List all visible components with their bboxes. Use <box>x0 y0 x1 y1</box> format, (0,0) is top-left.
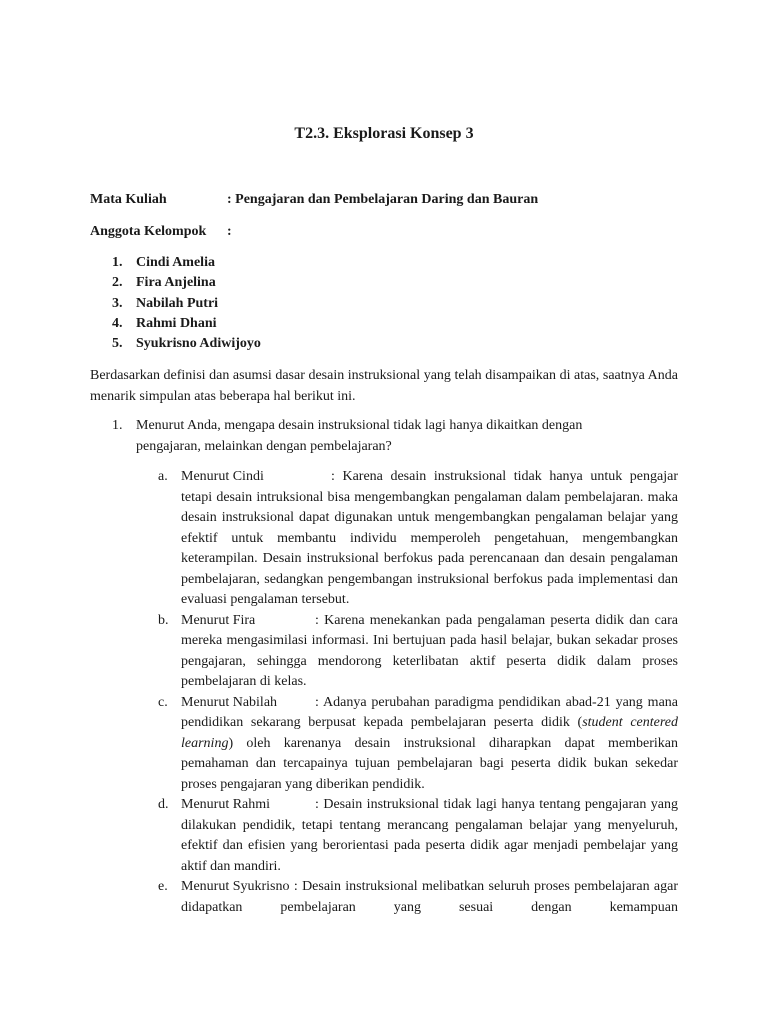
members-label: Anggota Kelompok <box>90 224 207 239</box>
answer-author: Menurut Nabilah <box>181 694 278 710</box>
answer-text: : Karena menekankan pada pengalaman peserta didik dan cara mereka mengasimilasi informasi. Ini bertujuan pada hasil belajar, bukan sekadar proses pengajaran, sehingga mendorong keterlibatan aktif peserta didik dalam proses pembelajaran di kelas. <box>181 612 678 689</box>
document-page <box>90 0 678 1024</box>
list-number: 3. <box>112 295 123 311</box>
question-1 <box>90 416 678 457</box>
member-name: Rahmi Dhani <box>136 315 217 331</box>
list-item <box>90 334 261 354</box>
member-name: Syukrisno Adiwijoyo <box>136 336 261 352</box>
answer-text: : Desain instruksional tidak lagi hanya tentang pengajaran yang dilakukan pendidik, tetapi tentang merancang pengalaman belajar yang menyeluruh, efektif dan efisien yang berorientasi pada peserta didik agar menjadi pembelajar yang aktif dan mandiri. <box>181 797 678 874</box>
answer-text: : Desain instruksional melibatkan seluruh proses pembelajaran agar didapatkan pembelajaran yang sesuai dengan kemampuan <box>181 879 678 915</box>
list-number: 5. <box>112 336 123 352</box>
answer-item-cindi <box>90 467 678 611</box>
members-row <box>90 222 232 243</box>
member-name: Cindi Amelia <box>136 255 215 270</box>
intro-paragraph: Berdasarkan definisi dan asumsi dasar desain instruksional yang telah disampaikan di atas, saatnya Anda menarik simpulan atas beberapa hal berikut ini. <box>90 368 678 404</box>
list-number: 4. <box>112 315 123 331</box>
answer-item-nabilah <box>90 693 678 796</box>
list-item <box>90 253 261 273</box>
answer-text: : Karena desain instruksional tidak hanya untuk pengajar tetapi desain intruksional bisa mengembangkan pengalaman dalam pembelajaran. maka desain instruksional dapat digunakan untuk mengembangkan pengalaman belajar yang efektif untuk membantu individu memperoleh pengetahuan, mengembangkan keterampilan. Desain instruksional berfokus pada perencanaan dan desain pengalaman pembelajaran, sedangkan pengembangan instruksional berfokus pada implementasi dan evaluasi pengalaman tersebut. <box>181 469 678 607</box>
member-name: Fira Anjelina <box>136 275 216 291</box>
list-item <box>90 294 261 314</box>
question-text: Menurut Anda, mengapa desain instruksional tidak lagi hanya dikaitkan dengan pengajaran, melainkan dengan pembelajaran? <box>136 418 583 454</box>
answer-item-rahmi <box>90 795 678 877</box>
answer-text-before: : Adanya perubahan paradigma pendidikan abad-21 yang mana pendidikan sekarang berpusat kepada pembelajaran peserta didik ( <box>181 694 678 730</box>
answers-list <box>90 467 678 918</box>
question-number: 1. <box>112 418 123 433</box>
answer-text-italic: student centered learning <box>181 715 678 751</box>
members-separator: : <box>227 224 232 239</box>
list-item <box>90 273 261 293</box>
member-name: Nabilah Putri <box>136 295 219 311</box>
answer-letter: a. <box>158 469 168 484</box>
answer-item-fira <box>90 611 678 693</box>
answer-item-syukrisno <box>90 877 678 918</box>
answer-author: Menurut Cindi <box>181 469 264 484</box>
course-row <box>90 190 539 211</box>
answer-author: Menurut Fira <box>181 612 256 628</box>
course-value: : Pengajaran dan Pembelajaran Daring dan Bauran <box>227 192 539 207</box>
answer-author: Menurut Rahmi <box>181 797 271 812</box>
answer-author: Menurut Syukrisno <box>181 879 290 894</box>
answer-letter: d. <box>158 797 169 812</box>
course-label: Mata Kuliah <box>90 192 167 207</box>
list-number: 2. <box>112 275 123 291</box>
list-item <box>90 314 261 334</box>
answer-text-after: ) oleh karenanya desain instruksional diharapkan dapat memberikan pemahaman dan tercapainya tujuan pembelajaran bagi peserta didik bukan sekedar proses pengajaran yang diberikan pendidik. <box>181 735 678 792</box>
answer-letter: e. <box>158 879 168 894</box>
members-list <box>90 253 261 354</box>
answer-letter: c. <box>158 694 168 710</box>
list-number: 1. <box>112 255 123 270</box>
document-title: T2.3. Eksplorasi Konsep 3 <box>294 125 474 142</box>
answer-letter: b. <box>158 612 169 628</box>
